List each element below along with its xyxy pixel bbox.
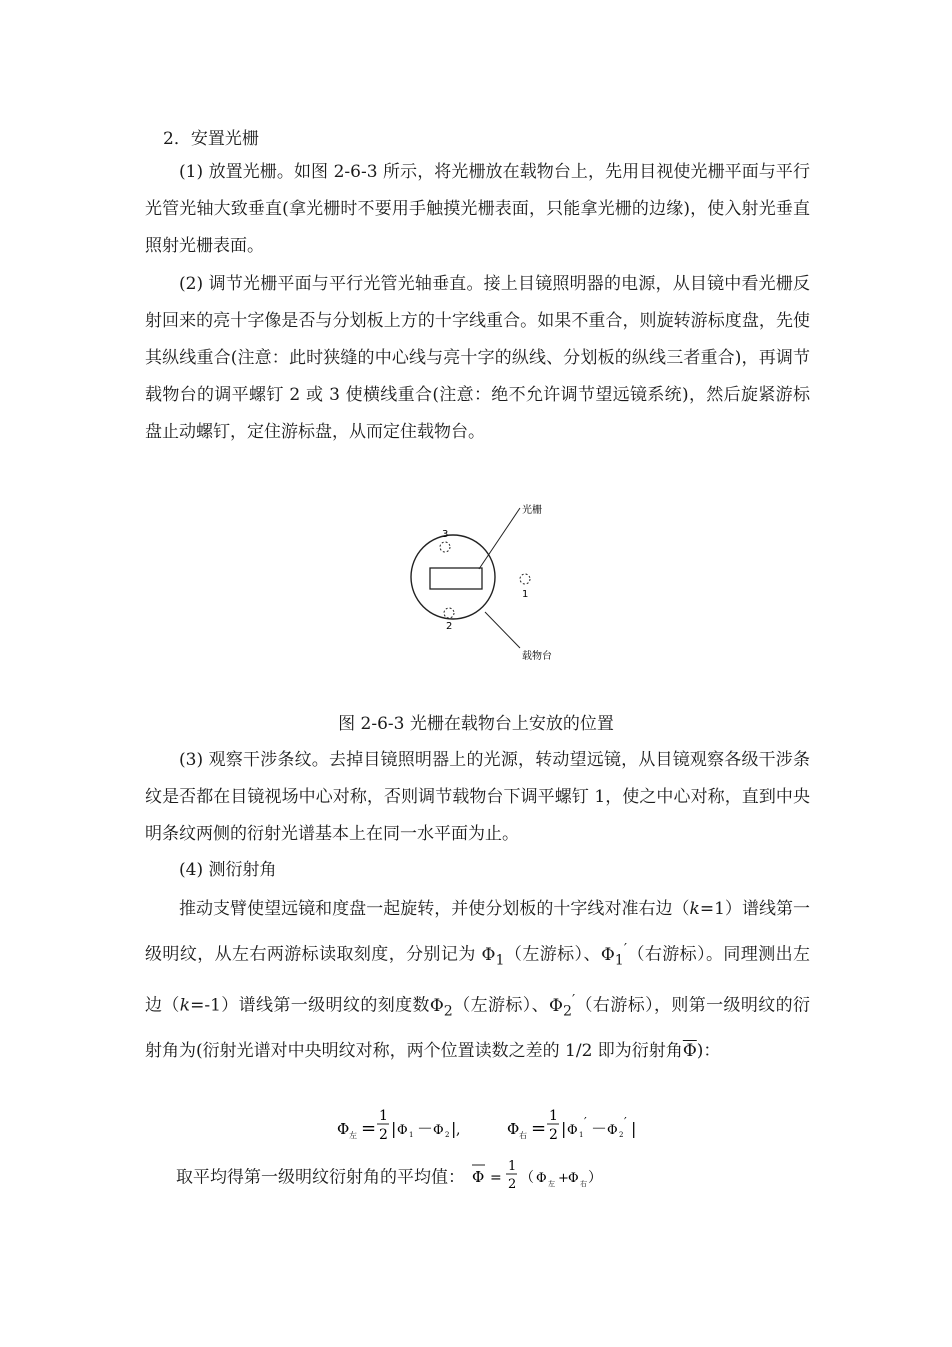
svg-text:,: , — [456, 1122, 461, 1138]
svg-text:Φ: Φ — [337, 1120, 350, 1138]
screw-1-label: 1 — [522, 589, 529, 600]
p5-text-b: =1）谱线第一级明纹，从左右两游标读取刻度，分别记为 — [145, 899, 811, 965]
p5-text-g: （右游标），则第一级明纹的衍射角为(衍射光谱对中央明纹对称，两个位置读数之差的 1/2 即为衍射角 — [145, 995, 811, 1062]
paragraph-adjust-grating: (2) 调节光栅平面与平行光管光轴垂直。接上目镜照明器的电源，从目镜中看光栅反射回来的亮十字像是否与分划板上方的十字线重合。如果不重合，则旋转游标度盘，先使其纵线重合(注意：此时狭缝的中心线与亮十字的纵线、分划板的纵线三者重合)，再调节载物台的调平螺钉 2 或 3 使横线重合(注意：绝不允许调节望远镜系统)，然后旋紧游标盘止动螺钉，定住游标盘，从而定住载物台。 — [145, 274, 810, 442]
svg-text:右: 右 — [580, 1180, 588, 1188]
k-symbol-2: k — [179, 995, 191, 1016]
svg-text:=: = — [490, 1170, 503, 1186]
svg-text:=: = — [531, 1118, 547, 1139]
svg-text:=: = — [361, 1118, 377, 1139]
grating-rect — [430, 568, 482, 589]
p5-text-f: （左游标）、 — [452, 995, 549, 1016]
paragraph-observe-fringes: (3) 观察干涉条纹。去掉目镜照明器上的光源，转动望远镜，从目镜观察各级干涉条纹是否都在目镜视场中心对称，否则调节载物台下调平螺钉 1，使之中心对称，直到中央明条纹两侧的衍射光谱基本上在同一水平面为止。 — [145, 750, 810, 844]
figure-grating-on-stage — [395, 495, 595, 670]
paragraph-place-grating: (1) 放置光栅。如图 2-6-3 所示，将光栅放在载物台上，先用目视使光栅平面与平行光管光轴大致垂直(拿光栅时不要用手触摸光栅表面，只能拿光栅的边缘)，使入射光垂直照射光栅表面。 — [145, 162, 810, 256]
phi-2-symbol: $\Phi_2$ — [429, 995, 453, 1020]
svg-text:2: 2 — [508, 1177, 517, 1192]
screw-1-icon — [520, 574, 530, 584]
svg-text:1: 1 — [579, 1131, 584, 1139]
svg-text:Φ: Φ — [507, 1120, 520, 1138]
svg-text:Φ: Φ — [536, 1171, 548, 1186]
svg-text:左: 左 — [349, 1131, 357, 1140]
p5-text-a: 推动支臂使望远镜和度盘一起旋转，并使分划板的十字线对准右边（ — [179, 899, 690, 919]
formula-average-angle — [176, 1155, 640, 1195]
phi-bar-symbol: $\overline{\Phi}$ — [682, 1041, 697, 1062]
svg-text:1: 1 — [409, 1131, 414, 1139]
section-heading: 2．安置光栅 — [163, 129, 259, 149]
svg-text:2: 2 — [379, 1127, 388, 1143]
p5-text-e: =-1）谱线第一级明纹的刻度数 — [190, 995, 430, 1016]
svg-text:左: 左 — [548, 1180, 556, 1188]
svg-text:|: | — [451, 1119, 457, 1138]
svg-text:2: 2 — [549, 1127, 558, 1143]
screw-2-icon — [444, 608, 454, 618]
k-symbol: k — [689, 899, 700, 919]
svg-text:′: ′ — [624, 1115, 627, 1129]
formula-left-right-angles — [335, 1098, 675, 1148]
svg-text:）: ） — [588, 1170, 603, 1186]
svg-text:|: | — [631, 1119, 637, 1138]
svg-text:－: － — [591, 1119, 608, 1138]
p5-text-d: （右游标）。同理测出左边（ — [145, 944, 811, 1016]
svg-text:Φ: Φ — [567, 1123, 578, 1138]
svg-text:1: 1 — [508, 1159, 517, 1174]
phi-1-symbol: $\Phi_1$ — [481, 944, 505, 969]
p5-text-h: )： — [696, 1041, 721, 1062]
svg-text:+: + — [558, 1171, 570, 1186]
svg-text:|: | — [391, 1119, 397, 1138]
svg-text:Φ: Φ — [607, 1123, 618, 1138]
label-stage: 载物台 — [522, 651, 552, 662]
phi-2-prime-symbol: $\Phi_2'$ — [549, 992, 576, 1020]
svg-text:2: 2 — [445, 1131, 450, 1139]
svg-text:Φ: Φ — [397, 1123, 408, 1138]
figure-caption: 图 2-6-3 光栅在载物台上安放的位置 — [338, 714, 614, 734]
formula2-math — [470, 1155, 640, 1195]
paragraph-measure-angle — [145, 889, 810, 1071]
svg-text:Φ: Φ — [433, 1123, 444, 1138]
svg-text:2: 2 — [619, 1131, 624, 1139]
svg-text:′: ′ — [584, 1115, 587, 1129]
svg-text:－: － — [417, 1119, 434, 1138]
p5-text-c: （左游标）、 — [504, 944, 601, 965]
svg-text:|: | — [561, 1119, 567, 1138]
phi-1-prime-symbol: $\Phi_1'$ — [600, 941, 628, 969]
svg-text:Φ: Φ — [568, 1171, 580, 1186]
screw-2-label: 2 — [446, 621, 453, 632]
formula2-lead-text: 取平均得第一级明纹衍射角的平均值： — [176, 1167, 465, 1188]
screw-3-label: 3 — [442, 529, 449, 540]
grating-leader-line — [479, 508, 520, 569]
paragraph-measure-heading: (4) 测衍射角 — [179, 860, 277, 880]
svg-text:1: 1 — [379, 1108, 388, 1124]
screw-3-icon — [440, 542, 450, 552]
svg-text:右: 右 — [519, 1131, 527, 1140]
svg-text:Φ: Φ — [472, 1168, 485, 1186]
svg-text:1: 1 — [549, 1108, 558, 1124]
stage-leader-line — [485, 612, 520, 648]
svg-text:（: （ — [520, 1170, 535, 1186]
label-grating: 光栅 — [522, 505, 542, 516]
